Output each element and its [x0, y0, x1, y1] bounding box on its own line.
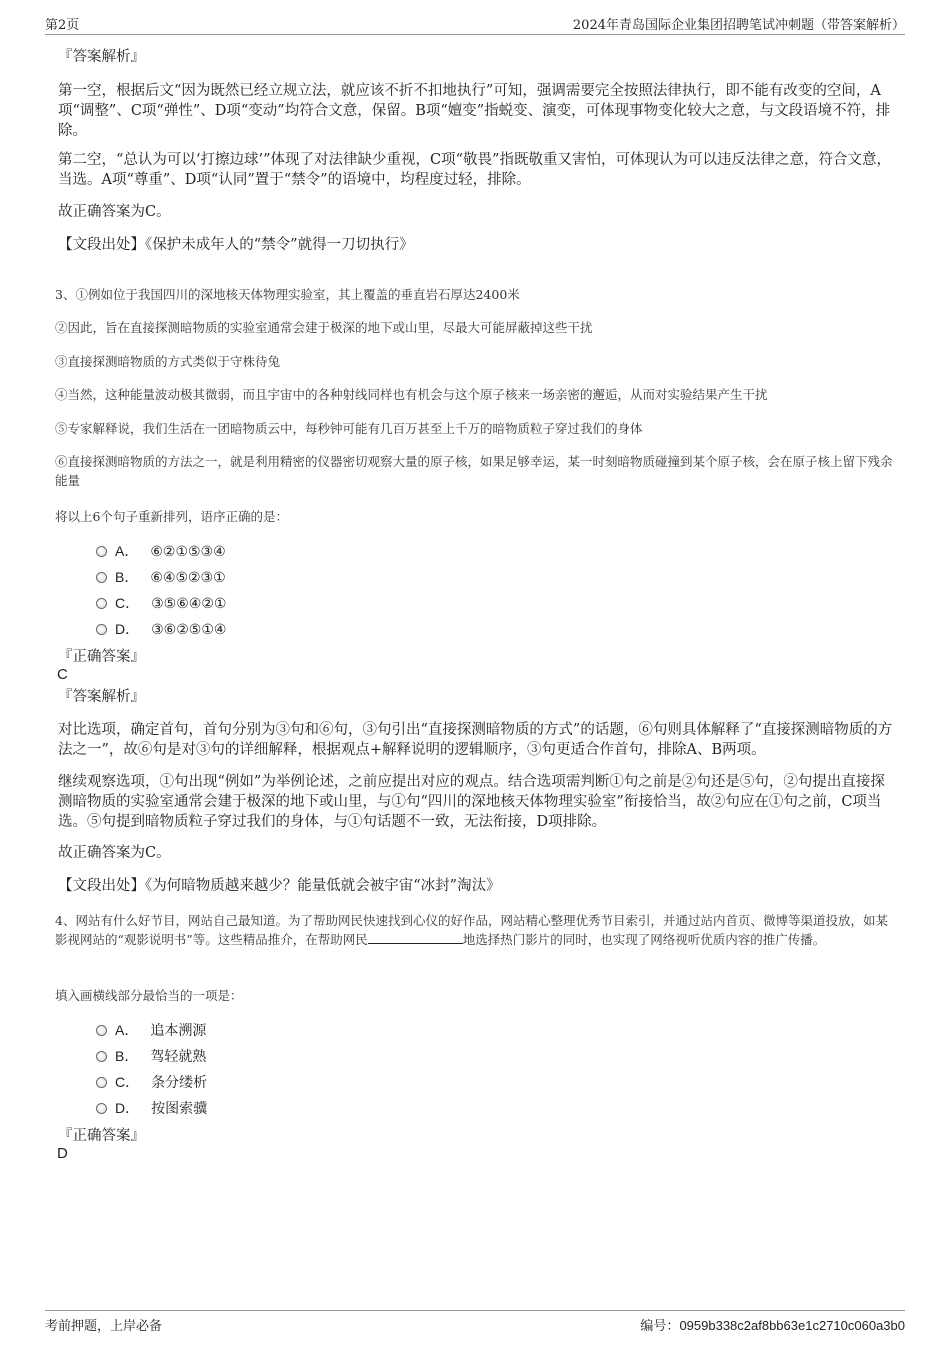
page-footer	[45, 1310, 905, 1335]
q3-analysis-para-2: 继续观察选项，①句出现“例如”为举例论述，之前应提出对应的观点。结合选项需判断①句之前是②句还是⑤句，②句提出直接探测暗物质的实验室通常会建于极深的地下或山里，与①句“四川的深地核天体物理实验室”衔接恰当，故②句应在①句之前，C项当选。⑤句提到暗物质粒子穿过我们的身体，与①句话题不一致，无法衔接，D项排除。	[58, 774, 885, 830]
q2-analysis-para-2: 第二空，“总认为可以‘打擦边球’”体现了对法律缺少重视，C项“敬畏”指既敬重又害怕，可体现认为可以违反法律之意，符合文意，当选。A项“尊重”、D项“认同”置于“禁令”的语境中，均程度过轻，排除。	[58, 152, 891, 188]
q4-option-a[interactable]: A． 追本溯源	[96, 1020, 206, 1041]
radio-icon[interactable]	[96, 1051, 107, 1062]
q3-sentence-4: ④当然，这种能量波动极其微弱，而且宇宙中的各种射线同样也有机会与这个原子核来一场亲密的邂逅，从而对实验结果产生干扰	[55, 387, 768, 402]
q4-option-b[interactable]: B． 驾轻就熟	[96, 1046, 206, 1067]
q2-analysis-para-1: 第一空，根据后文“因为既然已经立规立法，就应该不折不扣地执行”可知，强调需要完全按照法律执行，即不能有改变的空间，A项“调整”、C项“弹性”、D项“变动”均符合文意，保留。B项“嬗变”指蜕变、演变，可体现事物变化较大之意，与文段语境不符，排除。	[58, 83, 891, 139]
q3-sentence-3: ③直接探测暗物质的方式类似于守株待兔	[55, 354, 281, 369]
q4-correct-label: 『正确答案』	[58, 1128, 145, 1144]
document-title: 2024年青岛国际企业集团招聘笔试冲刺题（带答案解析）	[572, 18, 905, 33]
fill-in-blank	[368, 931, 463, 944]
q3-sentence-5: ⑤专家解释说，我们生活在一团暗物质云中，每秒钟可能有几百万甚至上千万的暗物质粒子穿过我们的身体	[55, 421, 643, 436]
radio-icon[interactable]	[96, 624, 107, 635]
q4-option-c[interactable]: C． 条分缕析	[96, 1072, 207, 1093]
q3-analysis-label: 『答案解析』	[58, 689, 145, 705]
page-header	[45, 12, 905, 35]
q3-prompt: 将以上6个句子重新排列，语序正确的是：	[55, 509, 288, 524]
radio-icon[interactable]	[96, 572, 107, 583]
document-code: 编号：0959b338c2af8bb63e1c2710c060a3b0	[640, 1318, 905, 1334]
q3-option-c[interactable]: C． ③⑤⑥④②①	[96, 593, 226, 614]
q3-source: 【文段出处】《为何暗物质越来越少？能量低就会被宇宙“冰封”淘汰》	[58, 878, 501, 894]
q3-conclusion: 故正确答案为C。	[58, 845, 171, 861]
q4-prompt: 填入画横线部分最恰当的一项是：	[55, 988, 243, 1003]
radio-icon[interactable]	[96, 598, 107, 609]
q3-sentence-1: 3、①例如位于我国四川的深地核天体物理实验室，其上覆盖的垂直岩石厚达2400米	[55, 287, 520, 302]
q3-option-a[interactable]: A． ⑥②①⑤③④	[96, 541, 226, 562]
q3-option-d[interactable]: D． ③⑥②⑤①④	[96, 619, 226, 640]
footer-slogan: 考前押题，上岸必备	[45, 1319, 163, 1334]
q3-option-b[interactable]: B． ⑥④⑤②③①	[96, 567, 226, 588]
radio-icon[interactable]	[96, 546, 107, 557]
page-number: 第2页	[45, 18, 80, 33]
q3-correct-label: 『正确答案』	[58, 649, 145, 665]
radio-icon[interactable]	[96, 1025, 107, 1036]
q2-conclusion: 故正确答案为C。	[58, 204, 171, 220]
q4-correct-answer: D	[57, 1145, 68, 1162]
q2-analysis-label: 『答案解析』	[58, 49, 145, 65]
q4-option-d[interactable]: D． 按图索骥	[96, 1098, 207, 1119]
q3-correct-answer: C	[57, 666, 68, 683]
q3-analysis-para-1: 对比选项，确定首句，首句分别为③句和⑥句，③句引出“直接探测暗物质的方式”的话题，⑥句则具体解释了“直接探测暗物质的方法之一”，故⑥句是对③句的详细解释，根据观点+解释说明的逻辑顺序，③句更适合作首句，排除A、B两项。	[58, 722, 893, 758]
q3-sentence-2: ②因此，旨在直接探测暗物质的实验室通常会建于极深的地下或山里，尽最大可能屏蔽掉这些干扰	[55, 320, 593, 335]
q2-source: 【文段出处】《保护未成年人的“禁令”就得一刀切执行》	[58, 237, 414, 253]
radio-icon[interactable]	[96, 1077, 107, 1088]
radio-icon[interactable]	[96, 1103, 107, 1114]
q4-stem: 4、网站有什么好节目，网站自己最知道。为了帮助网民快速找到心仪的好作品，网站精心整理优秀节目索引，并通过站内首页、微博等渠道投放，如某影视网站的“观影说明书”等。这些精品推介，在帮助网民 地选择热门影片的同时，也实现了网络视听优质内容的推广传播。	[55, 913, 888, 947]
q3-sentence-6: ⑥直接探测暗物质的方法之一，就是利用精密的仪器密切观察大量的原子核，如果足够幸运，某一时刻暗物质碰撞到某个原子核，会在原子核上留下残余能量	[55, 454, 893, 488]
